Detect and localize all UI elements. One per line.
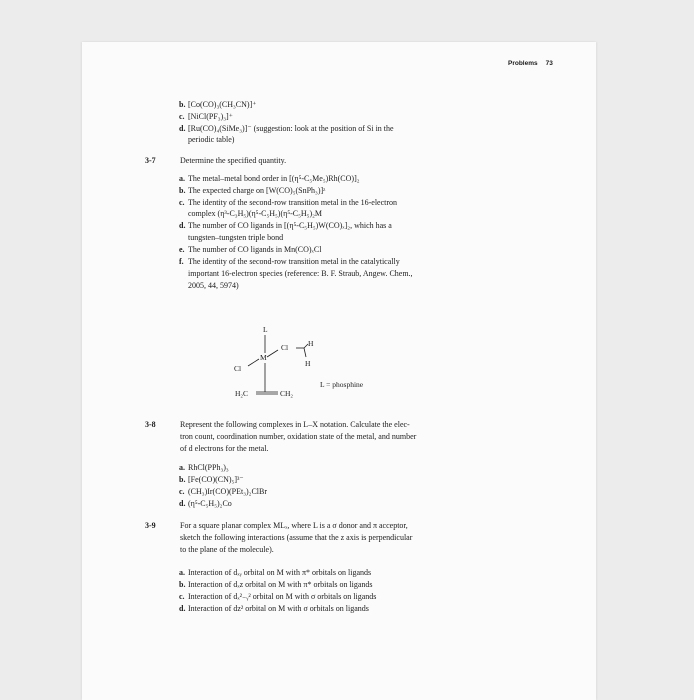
- problem-3-8-intro-3: of d electrons for the metal.: [180, 444, 269, 453]
- label-Cl-top: Cl: [281, 343, 289, 352]
- problem-3-7-item-f-cont2: 2005, 44, 5974): [188, 281, 239, 290]
- problem-3-9-item-c: c. Interaction of dₓ²₋ᵧ² orbital on M with σ orbitals on ligands: [179, 592, 377, 601]
- problem-3-9-intro-3: to the plane of the molecule).: [180, 545, 274, 554]
- problem-3-8-intro-2: tron count, coordination number, oxidation state of the metal, and number: [180, 432, 417, 441]
- problem-3-7-item-e: e. The number of CO ligands in Mn(CO)ₓCl: [179, 245, 322, 254]
- problem-3-7-item-c-cont: complex (η³-C₃H₅)(η⁵-C₅H₅)(η⁵-C₅H₅)₂M: [188, 209, 323, 218]
- problem-number-3-9: 3-9: [145, 521, 156, 530]
- problem-3-9-item-b: b. Interaction of dₓz orbital on M with π* orbitals on ligands: [179, 580, 373, 589]
- label-L: L: [263, 325, 268, 334]
- page-number: 73: [545, 60, 553, 67]
- problem-3-7-item-f: f. The identity of the second-row transition metal in the catalytically: [179, 257, 400, 266]
- prev-item-c: c. [NiCl(PF₃)₃]⁺: [179, 112, 233, 121]
- chemical-structure: [220, 320, 400, 410]
- problem-number-3-8: 3-8: [145, 420, 156, 429]
- problem-3-7-item-f-cont: important 16-electron species (reference: B. F. Straub, Angew. Chem.,: [188, 269, 413, 278]
- problem-3-7-item-b: b. The expected charge on [W(CO)₅(SnPh₃)]ᶻ: [179, 186, 326, 195]
- legend-phosphine: L = phosphine: [320, 380, 364, 389]
- label-M: M: [260, 353, 267, 362]
- problem-number-3-7: 3-7: [145, 156, 156, 165]
- problem-3-8-item-c: c. (CH₃)Ir(CO)(PEt₃)₂ClBr: [179, 487, 268, 496]
- label-H1: H: [308, 339, 314, 348]
- problem-3-7-intro: Determine the specified quantity.: [180, 156, 287, 165]
- label-Cl-left: Cl: [234, 364, 242, 373]
- prev-item-d-cont: periodic table): [188, 135, 235, 144]
- problem-3-9-item-d: d. Interaction of dz² orbital on M with σ orbitals on ligands: [179, 604, 369, 613]
- problem-3-7-item-d-cont: tungsten–tungsten triple bond: [188, 233, 284, 242]
- prev-item-b: b. [Co(CO)₃(CH₃CN)]⁺: [179, 100, 257, 109]
- running-header: [508, 60, 553, 67]
- label-CH2: CH₂: [280, 389, 294, 398]
- prev-item-d: d. [Ru(CO)₄(SiMe₃)]⁻ (suggestion: look at the position of Si in the: [179, 124, 394, 133]
- problem-3-8-item-a: a. RhCl(PPh₃)₃: [179, 463, 229, 472]
- problem-3-7-item-c: c. The identity of the second-row transition metal in the 16-electron: [179, 198, 398, 207]
- problem-3-7-item-d: d. The number of CO ligands in [(η⁵-C₅H₅)W(CO)ₓ]₂, which has a: [179, 221, 392, 230]
- label-H2: H: [305, 359, 311, 368]
- label-H2C: H₂C: [235, 389, 249, 398]
- header-title: Problems: [508, 60, 538, 67]
- problem-3-9-intro-1: For a square planar complex MLₓ, where L is a σ donor and π acceptor,: [180, 521, 408, 530]
- problem-3-9-item-a: a. Interaction of dₓᵧ orbital on M with π* orbitals on ligands: [179, 568, 372, 577]
- problem-3-9-intro-2: sketch the following interactions (assume that the z axis is perpendicular: [180, 533, 413, 542]
- problem-3-8-item-d: d. (η⁵-C₅H₅)₂Co: [179, 499, 232, 508]
- problem-3-8-intro-1: Represent the following complexes in L–X notation. Calculate the elec-: [180, 420, 410, 429]
- problem-3-8-item-b: b. [Fe(CO)(CN)₅]³⁻: [179, 475, 244, 484]
- problem-3-7-item-a: a. The metal–metal bond order in [(η⁵-C₅Me₅)Rh(CO)]₂: [179, 174, 360, 183]
